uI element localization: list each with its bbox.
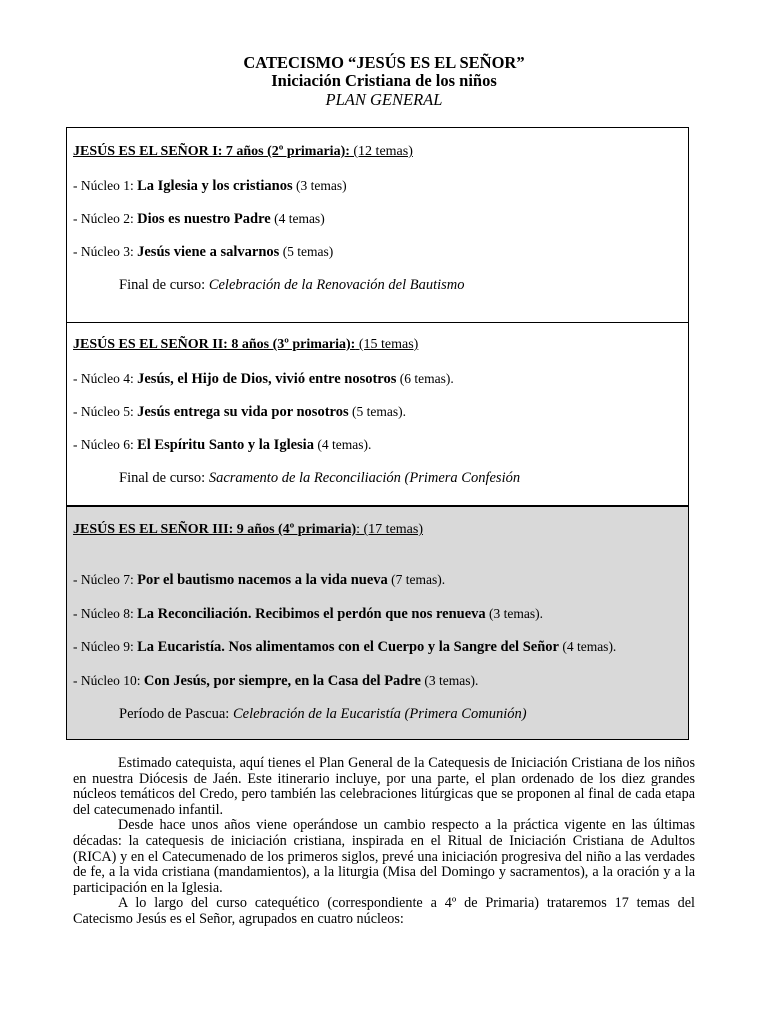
section-box-2 xyxy=(66,322,689,506)
nucleo-prefix: - Núcleo 6: xyxy=(73,437,138,452)
nucleo-suffix: (5 temas). xyxy=(348,404,406,419)
section-box-1 xyxy=(66,127,689,323)
nucleo-title: Con Jesús, por siempre, en la Casa del Padre xyxy=(143,673,421,689)
nucleo-title: Jesús, el Hijo de Dios, vivió entre nosotros xyxy=(137,371,397,387)
final-text: Celebración de la Eucaristía (Primera Comunión) xyxy=(232,706,527,722)
final-line xyxy=(119,706,527,722)
nucleo-suffix: (6 temas). xyxy=(396,371,454,386)
final-text: Sacramento de la Reconciliación (Primera Confesión xyxy=(208,470,521,486)
nucleo-prefix: - Núcleo 5: xyxy=(73,404,138,419)
nucleo-suffix: (4 temas) xyxy=(270,211,325,226)
nucleo-prefix: - Núcleo 4: xyxy=(73,371,138,386)
section-heading-count: (12 temas) xyxy=(349,144,413,159)
document-title: CATECISMO “JESÚS ES EL SEÑOR” xyxy=(243,53,525,72)
nucleo-title: Dios es nuestro Padre xyxy=(137,211,271,227)
nucleo-item xyxy=(73,437,371,453)
section-heading-count: (15 temas) xyxy=(355,337,419,352)
nucleo-prefix: - Núcleo 1: xyxy=(73,178,138,193)
final-label: Período de Pascua: xyxy=(119,706,233,722)
section-heading-count: : (17 temas) xyxy=(356,522,423,537)
paragraph: A lo largo del curso catequético (correspondiente a 4º de Primaria) trataremos 17 temas del Catecismo Jesús es el Señor, agrupados en cuatro núcleos: xyxy=(73,895,695,927)
paragraph: Estimado catequista, aquí tienes el Plan General de la Catequesis de Iniciación Cristiana de los niños en nuestra Diócesis de Jaén. Este itinerario incluye, por una parte, el plan ordenado de los diez grandes núcleos temáticos del Credo, pero también las celebraciones litúrgicas que se proponen al final de cada etapa del catecumenado infantil. xyxy=(73,755,695,818)
nucleo-item xyxy=(73,178,347,194)
nucleo-title: La Reconciliación. Recibimos el perdón que nos renueva xyxy=(137,606,486,622)
nucleo-prefix: - Núcleo 10: xyxy=(73,673,144,688)
nucleo-item xyxy=(73,244,333,260)
nucleo-suffix: (5 temas) xyxy=(279,244,334,259)
nucleo-title: Jesús viene a salvarnos xyxy=(137,244,280,260)
nucleo-suffix: (7 temas). xyxy=(387,572,446,587)
nucleo-item xyxy=(73,673,478,689)
section-heading xyxy=(73,522,423,538)
nucleo-title: La Iglesia y los cristianos xyxy=(137,178,293,194)
nucleo-item xyxy=(73,572,445,588)
nucleo-item xyxy=(73,606,543,622)
final-label: Final de curso: xyxy=(119,277,209,293)
nucleo-suffix: (4 temas). xyxy=(313,437,372,452)
nucleo-prefix: - Núcleo 7: xyxy=(73,572,138,587)
nucleo-prefix: - Núcleo 9: xyxy=(73,639,138,654)
section-heading-bold: JESÚS ES EL SEÑOR I: 7 años (2º primaria): xyxy=(73,144,350,159)
nucleo-prefix: - Núcleo 8: xyxy=(73,606,138,621)
nucleo-suffix: (3 temas). xyxy=(485,606,544,621)
nucleo-suffix: (3 temas). xyxy=(420,673,479,688)
nucleo-title: La Eucaristía. Nos alimentamos con el Cuerpo y la Sangre del Señor xyxy=(137,639,559,655)
final-line xyxy=(119,277,465,293)
nucleo-title: Jesús entrega su vida por nosotros xyxy=(137,404,349,420)
body-text xyxy=(73,756,695,928)
section-heading-bold: JESÚS ES EL SEÑOR III: 9 años (4º primaria) xyxy=(73,522,357,537)
final-line xyxy=(119,470,520,486)
paragraph: Desde hace unos años viene operándose un cambio respecto a la práctica vigente en las últimas décadas: la catequesis de iniciación cristiana, inspirada en el Ritual de Iniciación Cristiana de Adultos (RICA) y en el Catecumenado de los primeros siglos, prevé una iniciación progresiva del niño a las verdades de fe, a la vida cristiana (mandamientos), a la liturgia (Misa del Domingo y sacramentos), a la oración y a la participación en la Iglesia. xyxy=(73,817,695,896)
nucleo-item xyxy=(73,371,454,387)
nucleo-item xyxy=(73,211,325,227)
nucleo-title: El Espíritu Santo y la Iglesia xyxy=(137,437,314,453)
final-text: Celebración de la Renovación del Bautismo xyxy=(208,277,465,293)
document-header xyxy=(0,54,768,109)
nucleo-item xyxy=(73,404,406,420)
section-heading xyxy=(73,337,418,353)
nucleo-suffix: (4 temas). xyxy=(558,639,617,654)
nucleo-prefix: - Núcleo 3: xyxy=(73,244,138,259)
document-subtitle: Iniciación Cristiana de los niños xyxy=(271,71,497,90)
final-label: Final de curso: xyxy=(119,470,209,486)
section-heading-bold: JESÚS ES EL SEÑOR II: 8 años (3º primaria): xyxy=(73,337,356,352)
nucleo-suffix: (3 temas) xyxy=(292,178,347,193)
section-box-3 xyxy=(66,506,689,740)
nucleo-title: Por el bautismo nacemos a la vida nueva xyxy=(137,572,388,588)
plan-heading: PLAN GENERAL xyxy=(325,90,443,109)
nucleo-item xyxy=(73,639,616,655)
section-heading xyxy=(73,144,413,160)
nucleo-prefix: - Núcleo 2: xyxy=(73,211,138,226)
